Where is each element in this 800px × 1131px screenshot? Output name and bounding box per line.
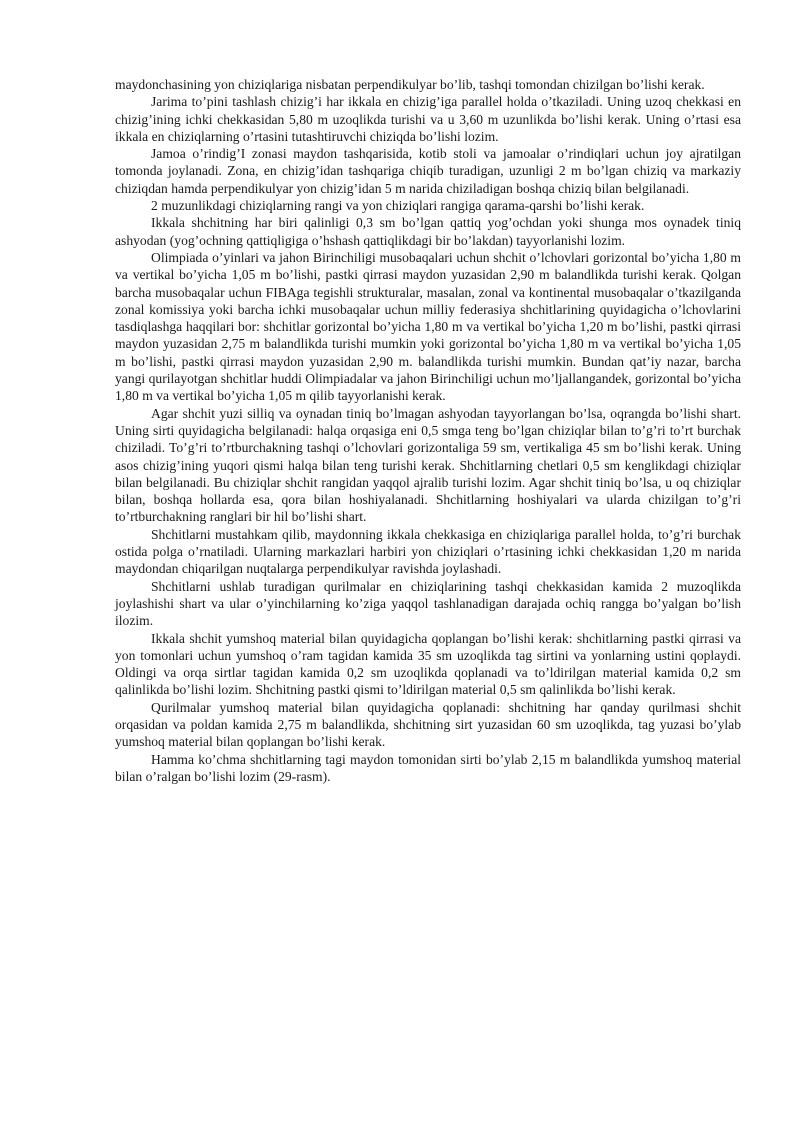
paragraph-portable-units: Hamma ko’chma shchitlarning tagi maydon tomonidan sirti bo’ylab 2,15 m balandlikda yumshoq material bilan o’ralgan bo’lishi lozim (29-rasm).	[115, 751, 741, 784]
paragraph-backboard-padding: Ikkala shchit yumshoq material bilan quyidagicha qoplangan bo’lishi kerak: shchitlarning pastki qirrasi va yon tomonlari uchun yumshoq o’ram tagidan kamida 35 sm uzoqlikda tag sirtini va yonlarning ustini qoplaydi. Oldingi va orqa sirtlar tagidan kamida 0,2 sm uzoqlikda qoplanadi va to’ldirilgan material kamida 0,2 sm qalinlikda bo’lishi lozim. Shchitning pastki qismi to’ldirilgan material 0,5 sm qalinlikda bo’lishi kerak.	[115, 630, 741, 698]
paragraph-structure-padding: Qurilmalar yumshoq material bilan quyidagicha qoplanadi: shchitning har qanday qurilmasi shchit orqasidan va poldan kamida 2,75 m balandlikda, shchitning sirt yuzasidan 60 sm uzoqlikda, tag yuzasi bo’ylab yumshoq material bilan qoplangan bo’lishi kerak.	[115, 699, 741, 750]
paragraph-support-structures: Shchitlarni ushlab turadigan qurilmalar en chiziqlarining tashqi chekkasidan kamida 2 muzoqlikda joylashishi shart va ular o’yinchilarning ko’ziga yaqqol tashlanadigan darajada ochiq rangga bo’yalgan bo’lish ilozim.	[115, 578, 741, 629]
paragraph-backboard-dimensions: Olimpiada o’yinlari va jahon Birinchiligi musobaqalari uchun shchit o’lchovlari gorizontal bo’yicha 1,80 m va vertikal bo’yicha 1,05 m bo’lishi, pastki qirrasi maydon yuzasidan 2,90 m balandlikda turishi kerak. Qolgan barcha musobaqalar uchun FIBAga tegishli strukturalar, masalan, zonal va kontinental musobaqalar o’tkazilganda zonal komissiya yoki barcha ichki musobaqalar uchun milliy federasiya shchitlarining quyidagicha o’lchovlarini tasdiqlashga haqqilari bor: shchitlar gorizontal bo’yicha 1,80 m va vertikal bo’yicha 1,20 m bo’lishi, pastki qirrasi maydon yuzasidan 2,75 m balandlikda turishi mumkin yoki gorizontal bo’yicha 1,80 m va vertikal bo’yicha 1,05 m bo’lishi, pastki qirrasi maydon yuzasidan 2,90 m. balandlikda turishi mumkin. Bundan qat’iy nazar, barcha yangi qurilayotgan shchitlar huddi Olimpiadalar va jahon Birinchiligi uchun mo’ljallangandek, gorizontal bo’yicha 1,80 m va vertikal bo’yicha 1,05 m qilib tayyorlanishi kerak.	[115, 249, 741, 404]
paragraph-continuation: maydonchasining yon chiziqlariga nisbatan perpendikulyar bo’lib, tashqi tomondan chizilgan bo’lishi kerak.	[115, 77, 705, 92]
document-body	[115, 76, 741, 785]
paragraph-line-color: 2 muzunlikdagi chiziqlarning rangi va yon chiziqlari rangiga qarama-qarshi bo’lishi kerak.	[151, 198, 645, 214]
paragraph-backboard-markings: Agar shchit yuzi silliq va oynadan tiniq bo’lmagan ashyodan tayyorlangan bo’lsa, oqrangda bo’lishi shart. Uning sirti quyidagicha belgilanadi: halqa orqasiga eni 0,5 smga teng bo’lgan chiziqlar bilan to’g’ri to’rt burchak chiziladi. To’g’ri to’rtburchakning tashqi o’lchovlari gorizontaliga 59 sm, vertikaliga 45 sm bo’lishi kerak. Uning asos chizig’ining yuqori qismi halqa bilan teng turishi kerak. Shchitlarning chetlari 0,5 sm kenglikdagi chiziqlar bilan belgilanadi. Bu chiziqlar shchit rangidan yaqqol ajralib turishi lozim. Agar shchit tiniq bo’lsa, u oq chiziqlar bilan, boshqa hollarda esa, qora bilan hoshiyalanadi. Shchitlarning hoshiyalari va ularda chizilgan to’g’ri to’rtburchakning ranglari bir hil bo’lishi shart.	[115, 405, 741, 525]
paragraph-backboard-mounting: Shchitlarni mustahkam qilib, maydonning ikkala chekkasiga en chiziqlariga parallel holda, to’g’ri burchak ostida polga o’rnatiladi. Ularning markazlari harbiri yon chiziqlari o’rtasining ichki chekkasidan 1,20 m narida maydondan chiqarilgan nuqtalarga perpendikulyar ravishda joylashadi.	[115, 526, 741, 577]
paragraph-team-bench-zone: Jamoa o’rindig’I zonasi maydon tashqarisida, kotib stoli va jamoalar o’rindiqlari uchun joy ajratilgan tomonda joylanadi. Zona, en chizig’idan tashqariga chiqib turadigan, uzunligi 2 m bo’lgan chiziq va markaziy chiziqdan hamda perpendikulyar yon chizig’idan 5 m narida chiziladigan boshqa chiziq bilan belgilanadi.	[115, 146, 741, 196]
paragraph-penalty-line: Jarima to’pini tashlash chizig’i har ikkala en chizig’iga parallel holda o’tkaziladi. Uning uzoq chekkasi en chizig’ining ichki chekkasidan 5,80 m uzoqlikda turishi va u 3,60 m uzunlikda bo’lishi kerak. Uning o’rtasi esa ikkala en chiziqlarning o’rtasini tutashtiruvchi chiziqda bo’lishi lozim.	[115, 94, 741, 144]
paragraph-backboard-material: Ikkala shchitning har biri qalinligi 0,3 sm bo’lgan qattiq yog’ochdan yoki shunga mos oynadek tiniq ashyodan (yog’ochning qattiqligiga o’hshash qattiqlikdagi bir bo’lakdan) tayyorlanishi lozim.	[115, 215, 741, 248]
